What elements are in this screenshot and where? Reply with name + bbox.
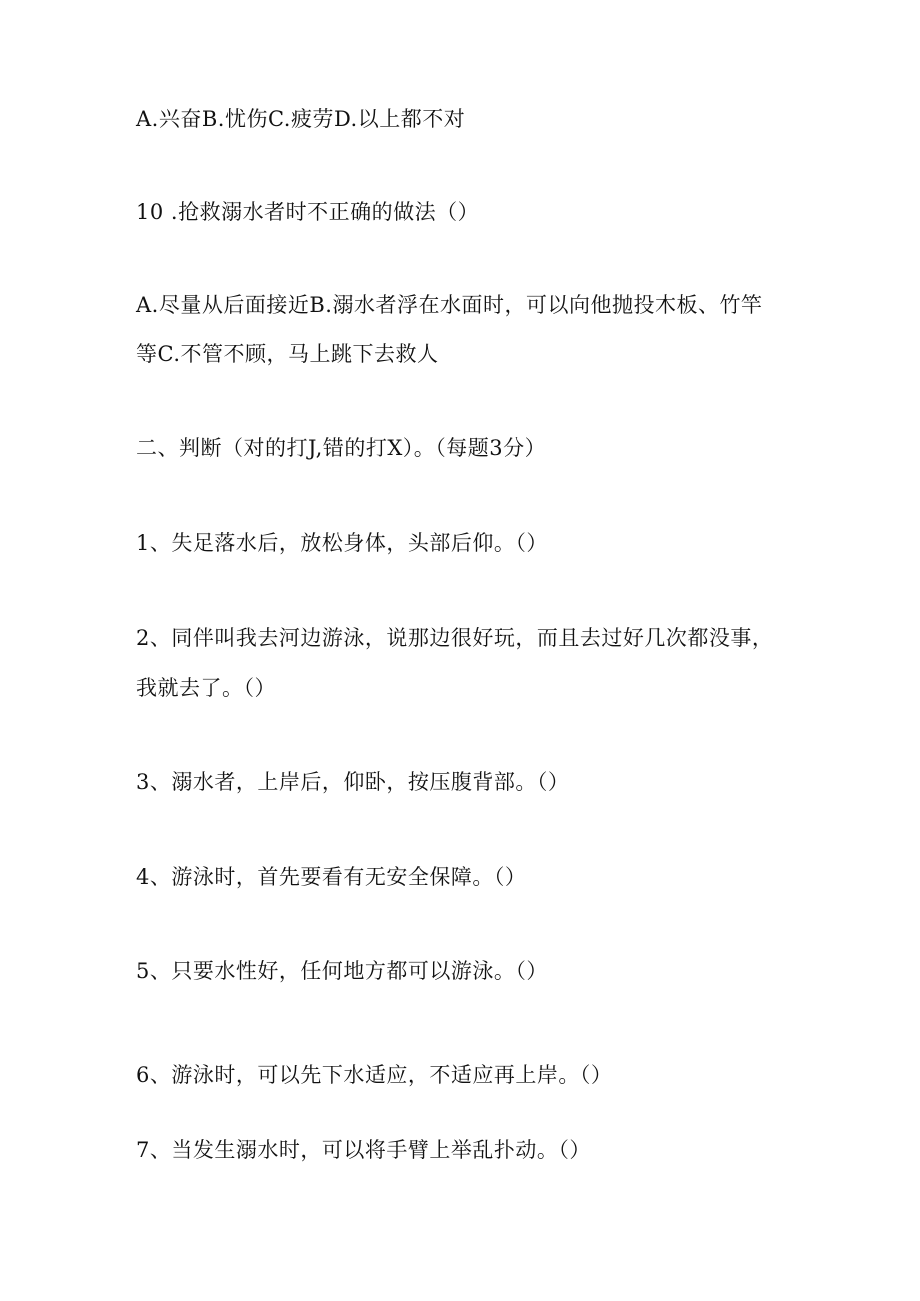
judgment-item-1: 1、失足落水后，放松身体，头部后仰。（） [136,531,548,555]
judgment-item-2-line2: 我就去了。（） [136,676,276,700]
judgment-item-2-line1: 2、同伴叫我去河边游泳，说那边很好玩，而且去过好几次都没事， [136,626,774,650]
judgment-item-5: 5、只要水性好，任何地方都可以游泳。（） [136,959,548,983]
section-heading-judgment: 二、判断（对的打J,错的打X）。（每题3分） [136,436,547,460]
q9-options: A.兴奋B.忧伤C.疲劳D.以上都不对 [136,107,466,131]
judgment-item-7: 7、当发生溺水时，可以将手臂上举乱扑动。（） [136,1138,591,1162]
q10-question: 10 .抢救溺水者时不正确的做法（） [136,200,480,224]
q10-options-line2: 等C.不管不顾，马上跳下去救人 [136,342,439,366]
judgment-item-6: 6、游泳时，可以先下水适应，不适应再上岸。（） [136,1063,613,1087]
q10-options-line1: A.尽量从后面接近B.溺水者浮在水面时，可以向他抛投木板、竹竿 [136,293,763,317]
judgment-item-3: 3、溺水者，上岸后，仰卧，按压腹背部。（） [136,770,570,794]
judgment-item-4: 4、游泳时，首先要看有无安全保障。（） [136,865,527,889]
